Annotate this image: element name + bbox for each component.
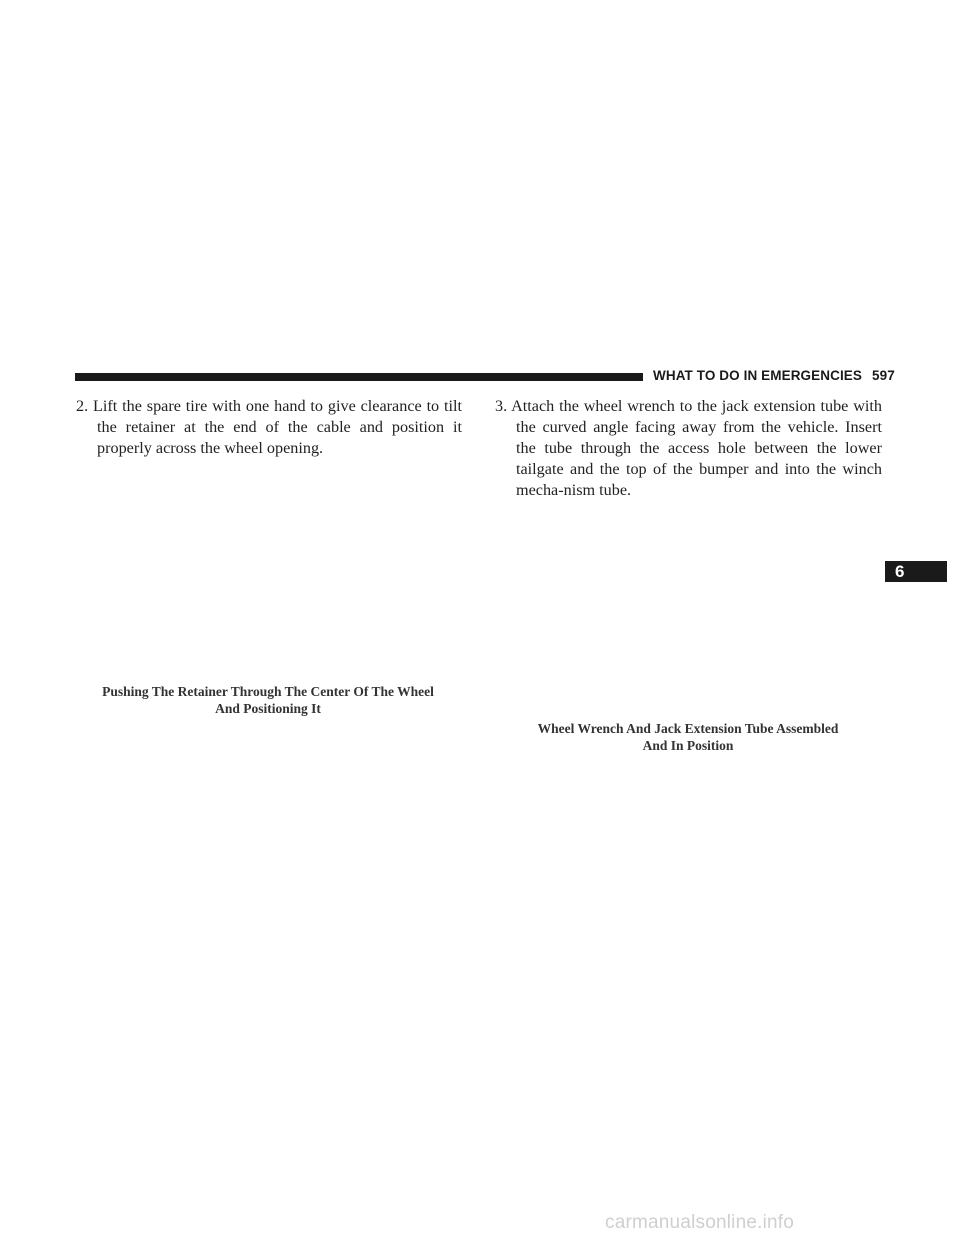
header-rule xyxy=(75,373,643,381)
step-2-text: Lift the spare tire with one hand to give clearance to tilt the retainer at the end of the cable and position it properly across the wheel opening. xyxy=(93,397,463,457)
step-3-paragraph xyxy=(495,396,882,501)
page-number: 597 xyxy=(872,368,895,383)
figure-caption-wrench xyxy=(500,720,876,754)
step-2-number: 2. xyxy=(76,397,89,415)
caption-line: Wheel Wrench And Jack Extension Tube Assembled xyxy=(537,721,839,736)
caption-line: And Positioning It xyxy=(215,701,321,716)
watermark: carmanualsonline.info xyxy=(605,1212,795,1233)
chapter-number: 6 xyxy=(895,562,905,581)
step-3-number: 3. xyxy=(495,397,508,415)
step-3-text: Attach the wheel wrench to the jack extension tube with the curved angle facing away from the vehicle. Insert the tube through the access hole between the lower tailgate and the top of the bumper and into the winch mecha-nism tube. xyxy=(511,397,883,499)
caption-line: And In Position xyxy=(642,738,734,753)
step-2-paragraph xyxy=(76,396,462,459)
chapter-tab xyxy=(885,561,947,582)
running-header xyxy=(653,368,895,383)
section-title: WHAT TO DO IN EMERGENCIES xyxy=(653,368,863,383)
caption-line: Pushing The Retainer Through The Center Of The Wheel xyxy=(102,684,434,699)
figure-caption-retainer xyxy=(70,683,466,717)
